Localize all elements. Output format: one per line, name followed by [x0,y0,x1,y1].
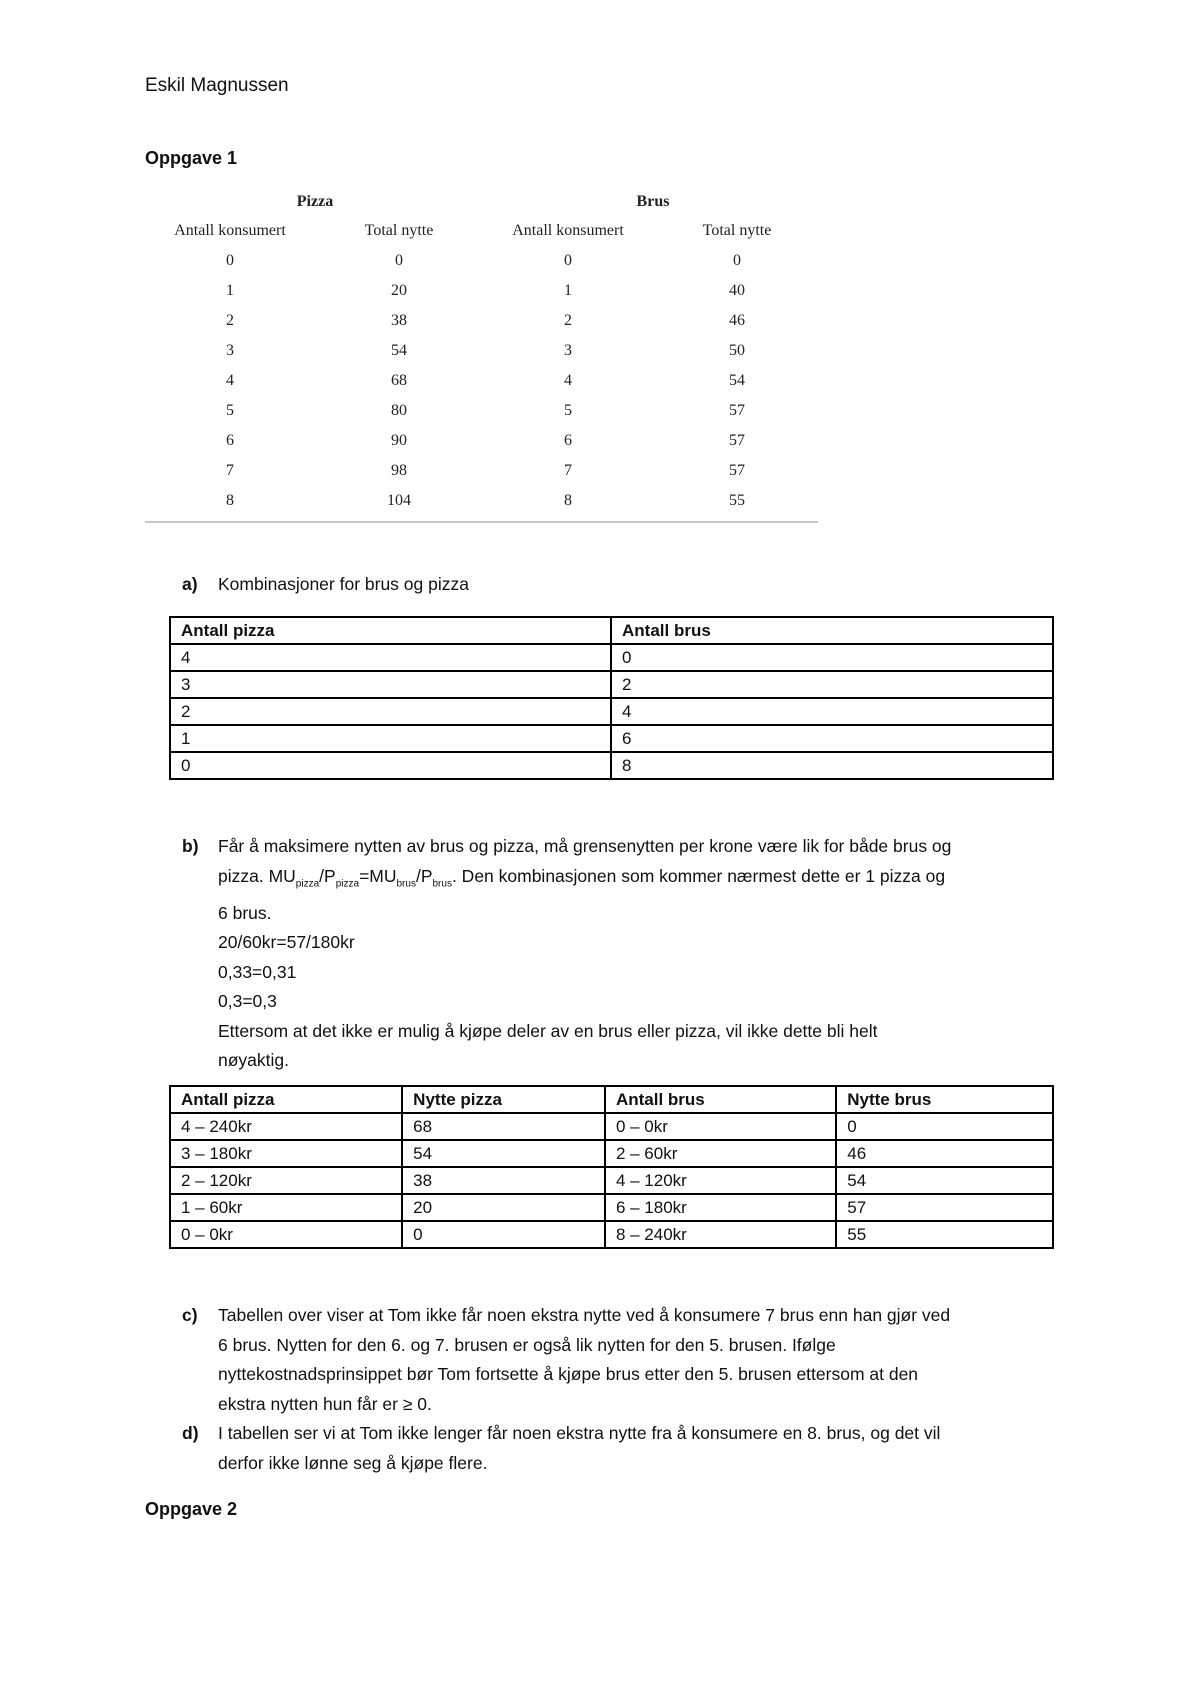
table-cell: 2 [170,698,611,725]
table-cell: 104 [387,492,411,509]
table-cell: 1 [226,282,234,299]
subscript: brus [396,878,416,889]
table-row [170,1113,1053,1140]
table-cell: 57 [836,1194,1053,1221]
part-b-line: 0,33=0,31 [218,961,297,982]
text: . Den kombinasjonen som kommer nærmest dette er 1 pizza og [451,865,946,886]
group-header-brus: Brus [636,193,670,210]
column-header: Antall brus [611,617,1053,644]
table-cell: 0 [170,752,611,779]
table-cell: 6 – 180kr [605,1194,836,1221]
table-cell: 0 [402,1221,605,1248]
group-header-pizza: Pizza [296,193,334,210]
table-cell: 0 [611,644,1053,671]
table-cell: 3 [226,342,234,359]
table-cell: 5 [564,402,572,419]
text: /P [319,865,336,886]
combinations-table [169,616,1054,780]
table-cell: 5 [226,402,234,419]
part-b-formula-line [218,862,1078,899]
table-cell: 0 [226,252,234,269]
part-b-label: b) [182,836,199,856]
table-cell: 0 [733,252,741,269]
paragraph-line: nyttekostnadsprinsippet bør Tom fortsette å kjøpe brus etter den 5. brusen ettersom at den [218,1364,919,1384]
text: =MU [359,865,397,886]
part-b-line: 0,3=0,3 [218,991,277,1011]
table-row [170,644,1053,671]
table-cell: 7 [564,462,572,479]
table-cell: 2 [611,671,1053,698]
table-row [170,752,1053,779]
table-cell: 0 – 0kr [170,1221,402,1248]
table-cell: 50 [729,342,745,359]
subscript: pizza [335,878,360,889]
text: pizza. MU [218,865,296,886]
part-b-line: nøyaktig. [218,1050,289,1070]
part-c-text [218,1301,1078,1419]
table-cell: 57 [729,462,745,479]
table-cell: 46 [729,312,745,329]
table-cell: 55 [836,1221,1053,1248]
table-row [170,698,1053,725]
table-cell: 54 [402,1140,605,1167]
table-cell: 8 [564,492,572,509]
paragraph-line: derfor ikke lønne seg å kjøpe flere. [218,1452,488,1473]
column-header: Nytte brus [836,1086,1053,1113]
table-cell: 0 [836,1113,1053,1140]
part-d-label: d) [182,1423,199,1443]
table-cell: 90 [391,432,407,449]
column-header: Antall pizza [170,617,611,644]
column-header: Total nytte [702,222,772,239]
table-row [170,725,1053,752]
table-cell: 68 [402,1113,605,1140]
part-d-text [218,1419,1078,1478]
table-cell: 1 [170,725,611,752]
table-cell: 20 [391,282,407,299]
table-cell: 6 [611,725,1053,752]
table-cell: 38 [402,1167,605,1194]
table-cell: 55 [729,492,745,509]
column-header: Total nytte [364,222,434,239]
part-b-line: Ettersom at det ikke er mulig å kjøpe deler av en brus eller pizza, vil ikke dette bli helt [218,1020,878,1041]
table-cell: 98 [391,462,407,479]
table-cell: 38 [391,312,407,329]
column-header: Antall brus [605,1086,836,1113]
table-cell: 57 [729,432,745,449]
part-b-text [218,832,1078,1076]
table-cell: 3 [564,342,572,359]
table-cell: 4 – 240kr [170,1113,402,1140]
table-cell: 8 [611,752,1053,779]
table-cell: 1 [564,282,572,299]
section-title-oppgave-1: Oppgave 1 [145,148,238,168]
table-cell: 2 [226,312,234,329]
table-cell: 8 [226,492,234,509]
table-cell: 2 – 120kr [170,1167,402,1194]
utility-source-table [145,191,818,523]
paragraph-line: 6 brus. Nytten for den 6. og 7. brusen er også lik nytten for den 5. brusen. Ifølge [218,1334,836,1355]
subscript: brus [432,878,452,889]
table-cell: 3 [170,671,611,698]
table-cell: 46 [836,1140,1053,1167]
column-header: Antall konsumert [174,222,286,239]
text: /P [415,865,433,886]
table-row [170,1140,1053,1167]
part-a-label: a) [182,574,198,594]
table-cell: 4 – 120kr [605,1167,836,1194]
part-b-line: 6 brus. [218,902,272,923]
table-cell: 54 [729,372,745,389]
part-a-text: Kombinasjoner for brus og pizza [218,574,469,594]
author-name: Eskil Magnussen [145,75,289,96]
column-header: Antall konsumert [512,222,624,239]
paragraph-line: Tabellen over viser at Tom ikke får noen ekstra nytte ved å konsumere 7 brus enn han gjør ved [218,1305,951,1325]
table-row [170,1221,1053,1248]
table-cell: 6 [564,432,572,449]
table-header-row [170,1086,1053,1113]
part-b-line: 20/60kr=57/180kr [218,932,355,952]
table-cell: 0 [395,252,403,269]
table-cell: 57 [729,402,745,419]
table-cell: 80 [391,402,407,419]
table-cell: 4 [611,698,1053,725]
column-header: Nytte pizza [402,1086,605,1113]
section-title-oppgave-2: Oppgave 2 [145,1499,238,1519]
table-row [170,1167,1053,1194]
table-header-row [170,617,1053,644]
table-cell: 0 – 0kr [605,1113,836,1140]
table-cell: 3 – 180kr [170,1140,402,1167]
table-cell: 7 [226,462,234,479]
table-cell: 2 [564,312,572,329]
paragraph-line: ekstra nytten hun får er ≥ 0. [218,1393,432,1414]
part-b-line: Får å maksimere nytten av brus og pizza, må grensenytten per krone være lik for både brus og [218,836,952,856]
table-cell: 68 [391,372,407,389]
table-cell: 1 – 60kr [170,1194,402,1221]
table-row [170,671,1053,698]
table-cell: 8 – 240kr [605,1221,836,1248]
column-header: Antall pizza [170,1086,402,1113]
part-c-label: c) [182,1305,198,1325]
table-row [170,1194,1053,1221]
utility-cost-table [169,1085,1054,1249]
table-cell: 4 [226,372,234,389]
subscript: pizza [295,878,320,889]
table-cell: 20 [402,1194,605,1221]
table-cell: 4 [564,372,572,389]
table-cell: 2 – 60kr [605,1140,836,1167]
table-cell: 54 [836,1167,1053,1194]
table-cell: 0 [564,252,572,269]
table-cell: 6 [226,432,234,449]
paragraph-line: I tabellen ser vi at Tom ikke lenger får noen ekstra nytte fra å konsumere en 8. brus, og det vil [218,1423,941,1443]
table-cell: 4 [170,644,611,671]
table-cell: 40 [729,282,745,299]
table-cell: 54 [391,342,407,359]
